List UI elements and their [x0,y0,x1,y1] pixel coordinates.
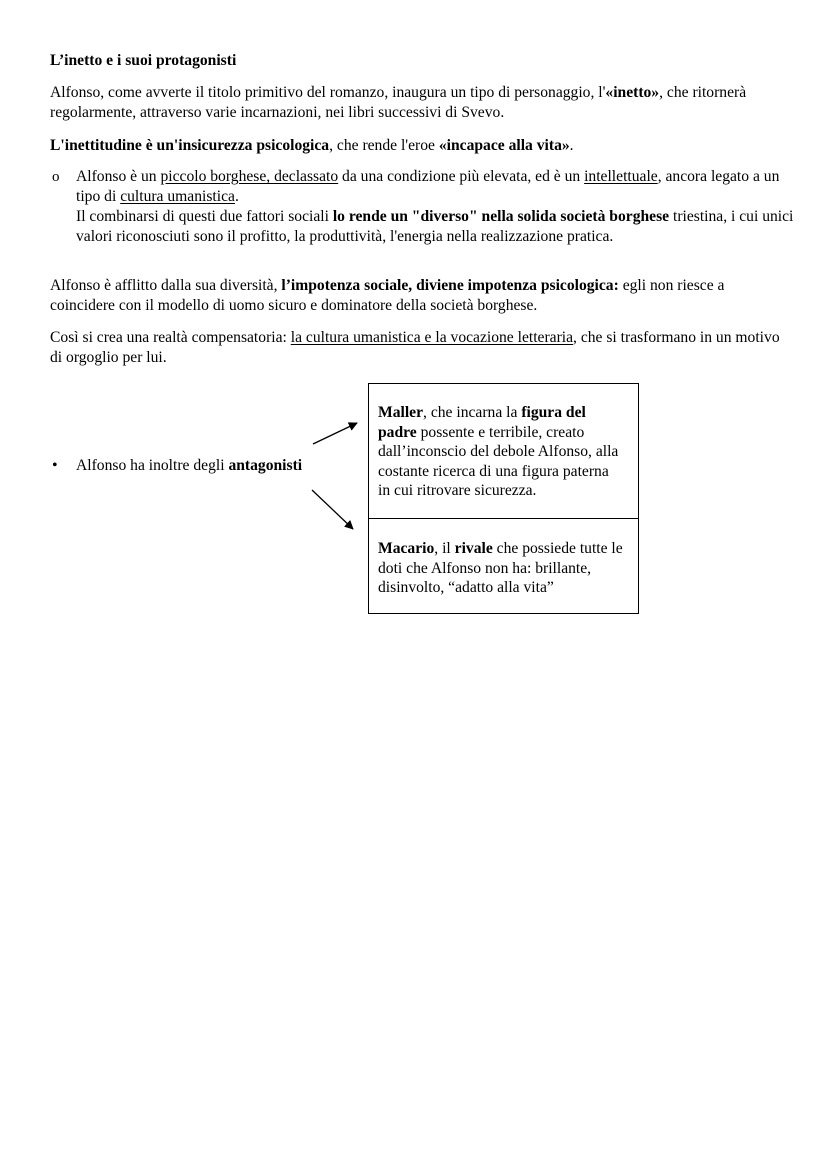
paragraph-impotenza: Alfonso è afflitto dalla sua diversità, l’impotenza sociale, diviene impotenza psicologica: egli non riesce a coincidere con il modello di uomo sicuro e dominatore della società borghese. [50,277,725,314]
box-divider [369,518,638,519]
arrow-down-to-macario [312,490,353,529]
paragraph-inettitudine: L'inettitudine è un'insicurezza psicologica, che rende l'eroe «incapace alla vita». [50,137,574,154]
box-maller: Maller, che incarna la figura del padre possente e terribile, creato dall’inconscio del debole Alfonso, alla costante ricerca di una figura paterna in cui ritrovare sicurezza. [378,404,619,499]
box-macario: Macario, il rivale che possiede tutte le doti che Alfonso non ha: brillante, disinvolto, “adatto alla vita” [378,540,623,596]
heading: L’inetto e i suoi protagonisti [50,52,237,69]
list-bullet-dot: • [52,457,58,474]
list-item-antagonisti: Alfonso ha inoltre degli antagonisti [76,457,303,474]
antagonists-box [368,383,639,614]
paragraph-compensatoria: Così si crea una realtà compensatoria: la cultura umanistica e la vocazione letteraria, che si trasformano in un motivo di orgoglio per lui. [50,329,780,366]
list-bullet-circle: o [52,169,60,185]
paragraph-intro: Alfonso, come avverte il titolo primitivo del romanzo, inaugura un tipo di personaggio, l'«inetto», che ritornerà regolarmente, attraverso varie incarnazioni, nei libri successivi di Svevo. [50,84,747,121]
list-item-alfonso: Alfonso è un piccolo borghese, declassato da una condizione più elevata, ed è un intellettuale, ancora legato a un tipo di cultura umanistica. Il combinarsi di questi due fattori sociali lo rende un "diverso" nella solida società borghese triestina, i cui unici valori riconosciuti sono il profitto, la produttività, l'energia nella realizzazione pratica. [76,168,794,245]
arrow-up-to-maller [313,423,357,444]
